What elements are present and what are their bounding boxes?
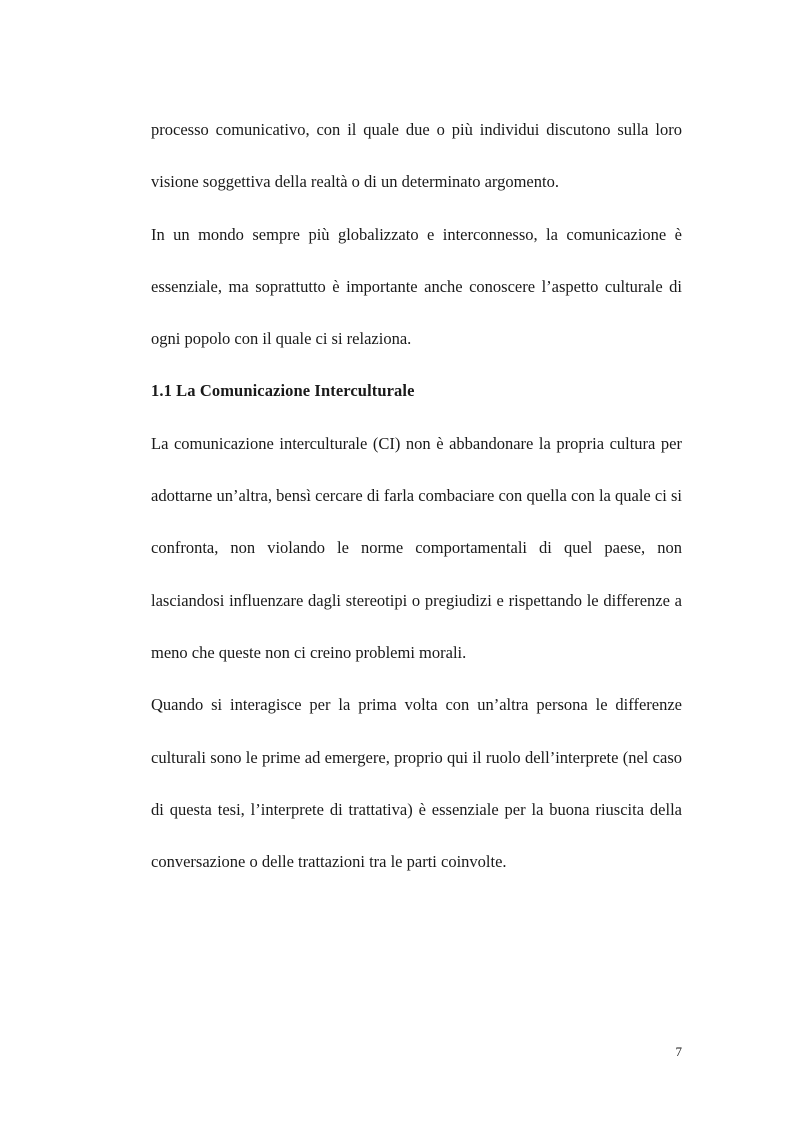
body-text (151, 104, 682, 888)
paragraph-intercultural-definition: La comunicazione interculturale (CI) non è abbandonare la propria cultura per adottarne un’altra, bensì cercare di farla combaciare con quella con la quale ci si confronta, non violando le norme comportamentali di quel paese, non lasciandosi influenzare dagli stereotipi o pregiudizi e rispettando le differenze a meno che queste non ci creino problemi morali. (151, 433, 682, 662)
paragraph-interpreter-role: Quando si interagisce per la prima volta con un’altra persona le differenze culturali sono le prime ad emergere, proprio qui il ruolo dell’interprete (nel caso di questa tesi, l’interprete di trattativa) è essenziale per la buona riuscita della conversazione o delle trattazioni tra le parti coinvolte. (151, 695, 682, 872)
section-heading: 1.1 La Comunicazione Interculturale (151, 381, 415, 401)
page-number: 7 (675, 1044, 682, 1059)
paragraph-continuation: processo comunicativo, con il quale due o più individui discutono sulla loro visione soggettiva della realtà o di un determinato argomento. (151, 120, 682, 192)
paragraph-globalization: In un mondo sempre più globalizzato e interconnesso, la comunicazione è essenziale, ma soprattutto è importante anche conoscere l’aspetto culturale di ogni popolo con il quale ci si relaziona. (151, 224, 682, 349)
